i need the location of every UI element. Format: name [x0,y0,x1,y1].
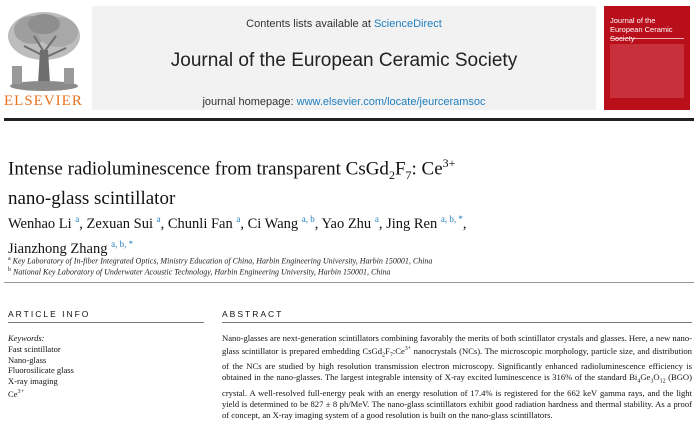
author-affiliation-mark[interactable]: a [374,214,379,224]
affiliation-text: Key Laboratory of In-fiber Integrated Optics, Ministry Education of China, Harbin Engineering University, Harbin 150001, China [12,256,433,266]
article-info-heading: ARTICLE INFO [8,309,91,319]
affiliation-b [8,267,391,277]
keyword-superscript: 3+ [17,388,24,395]
author-affiliation-mark[interactable]: a [156,214,161,224]
title-text: F [394,158,406,180]
contents-prefix: Contents lists available at [246,18,374,30]
author-list: Wenhao Li $^a$, Zexuan Sui $^a$, Chunli Fan $^a$, Ci Wang $^{a, b}$, Yao Zhu $^a$, Jing Ren $^{a, b, *}$, Jianzhong Zhang $^{a, b, *}$ [8,214,467,257]
journal-cover [604,6,690,110]
journal-banner [92,6,596,110]
author-name[interactable]: Zexuan Sui [86,215,153,232]
cover-divider [610,38,684,39]
author-affiliation-mark[interactable]: a, b, * [440,214,463,224]
journal-title: Journal of the European Ceramic Society [170,50,518,71]
abstract-text: Nano-glasses are next-generation scintillators combining favorably the merits of both scintillator crystals and glasses. Here, a new nano-glass scintillator is prepared embedding $CsGd_2F_7:Ce^{3+}$ nanocrystals (NCs). The microscopic morphology, particle size, and distribution of the NCs are studied by high resolution transmission electron microscopy. Significantly enhanced radioluminescence efficiency is obtained in the nano-glasses. The largest integrable intensity of X-ray excited luminescence is 316% of the standard $Bi_4Ge_3O_{12}$ (BGO) crystal. A well-resolved full-energy peak with an energy resolution of 17.4% is registered for the 662 keV gamma rays, and the light yield is determined to be 827 ± 8 ph/MeV. The nano-glass scintillators exhibit good radiation hardness and thermal stability. As a proof of concept, an X-ray imaging system of a good resolution is built on the nano-glass scintillators. [222,333,692,420]
journal-header [0,0,700,116]
author-affiliation-mark[interactable]: a [75,214,80,224]
homepage-line [92,96,596,108]
affiliation-label: a [8,256,11,262]
keyword-item: Fast scintillator [8,343,61,354]
author-name[interactable]: Jing Ren [386,215,438,232]
author-affiliation-mark[interactable]: a, b [301,214,315,224]
header-rule [4,118,694,121]
author-name[interactable]: Jianzhong Zhang [8,240,108,257]
affiliation-text: National Key Laboratory of Underwater Acoustic Technology, Harbin Engineering University, Harbin 150001, China [13,267,391,277]
keyword-text: Ce [8,388,18,399]
cover-image [610,44,684,98]
sciencedirect-link[interactable]: ScienceDirect [373,18,442,30]
keyword-item: Fluorosilicate glass [8,365,74,376]
abstract-rule [222,322,692,323]
section-rule [4,282,694,283]
title-subscript: 7 [405,168,412,183]
author-affiliation-mark[interactable]: a [236,214,241,224]
keyword-item: Nano-glass [8,354,47,365]
author-name[interactable]: Wenhao Li [8,215,72,232]
author-name[interactable]: Yao Zhu [321,215,372,232]
title-text: : Ce [411,158,443,180]
keyword-item: X-ray imaging [8,376,58,387]
keywords-label: Keywords: [8,333,45,343]
affiliation-label: b [8,267,11,273]
contents-line [92,18,596,30]
title-subscript: 2 [388,168,395,183]
affiliation-a [8,256,432,266]
title-text: Intense radioluminescence from transparent CsGd [8,158,389,180]
article-info-rule [8,322,204,323]
article-title [8,152,688,210]
title-text: nano-glass scintillator [8,188,176,210]
publisher-wordmark: ELSEVIER [4,93,83,109]
keywords-block [8,333,74,400]
abstract-heading: ABSTRACT [222,309,284,319]
title-superscript: 3+ [442,156,456,170]
homepage-link[interactable]: www.elsevier.com/locate/jeurceramsoc [296,96,486,108]
cover-title: Journal of the European Ceramic [610,16,673,34]
author-name[interactable]: Chunli Fan [167,215,233,232]
homepage-prefix: journal homepage: [202,96,297,108]
author-name[interactable]: Ci Wang [247,215,299,232]
author-affiliation-mark[interactable]: a, b, * [111,238,134,249]
keyword-item [8,387,74,400]
